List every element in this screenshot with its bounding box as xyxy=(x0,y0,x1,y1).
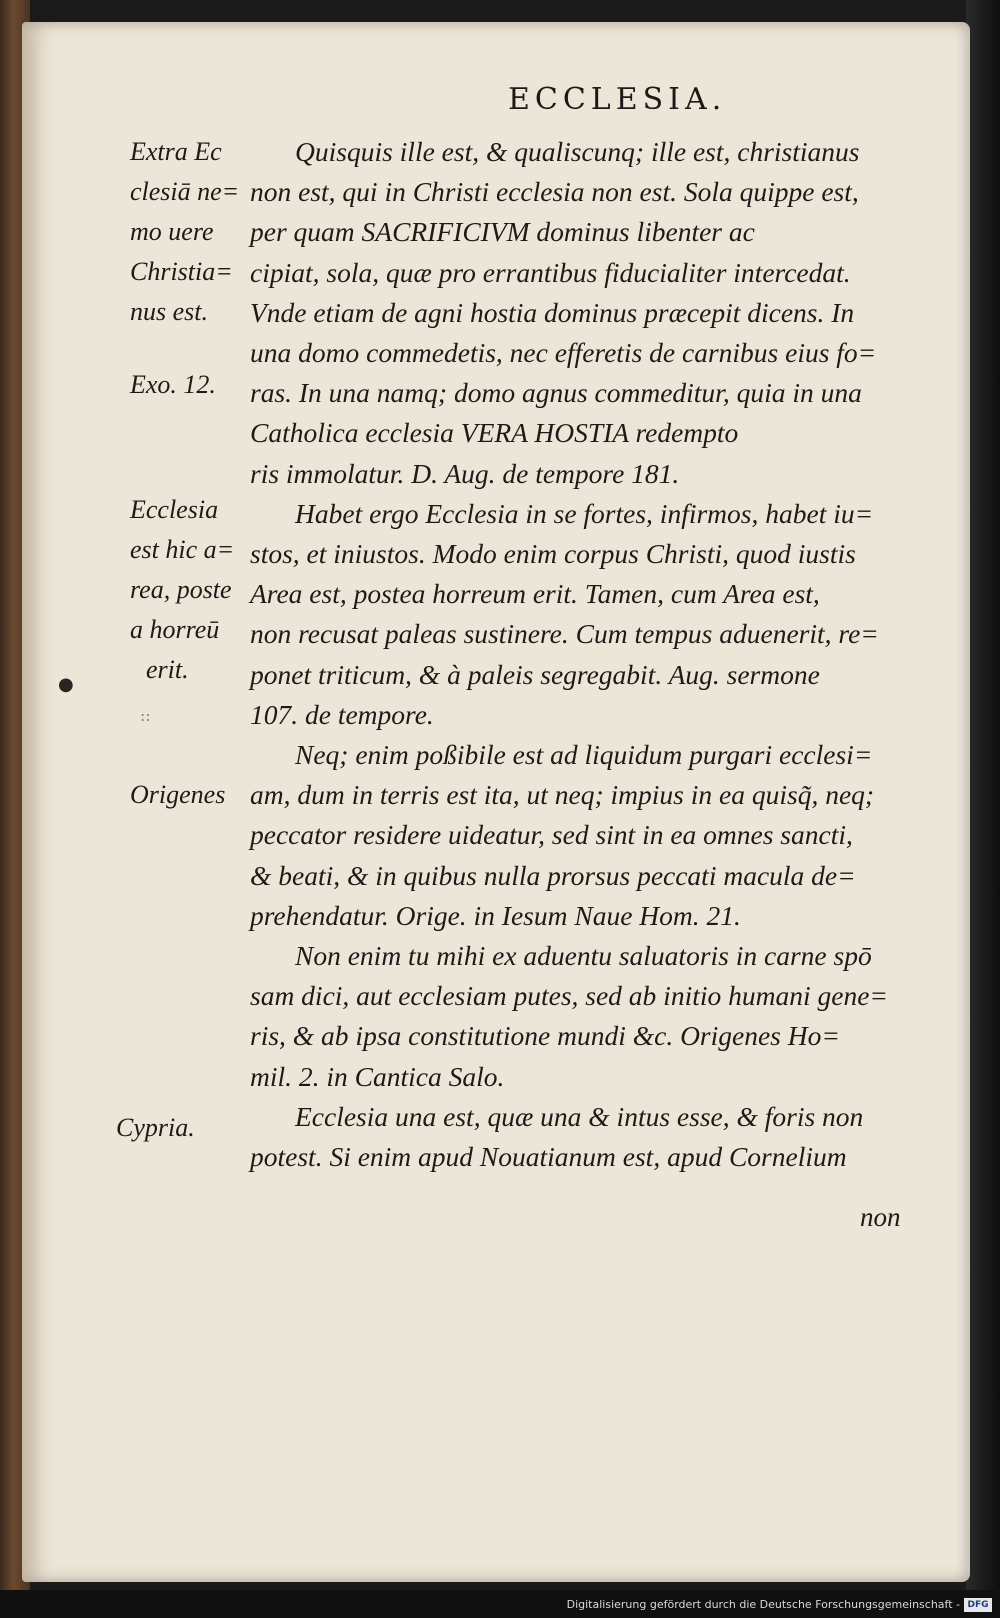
paragraph-1 xyxy=(250,132,930,494)
main-text xyxy=(250,132,930,1177)
margin-note-origenes xyxy=(130,775,248,815)
text-line: prehendatur. Orige. in Iesum Naue Hom. 21. xyxy=(250,899,741,931)
margin-note-line: erit. xyxy=(146,655,189,684)
margin-note-line: Ecclesia xyxy=(130,495,219,524)
text-line: ras. In una namq; domo agnus commeditur, quia in una xyxy=(250,377,862,409)
text-line: Ecclesia una est, quæ una & intus esse, & foris non xyxy=(295,1100,864,1132)
text-line: cipiat, sola, quæ pro errantibus fiducialiter intercedat. xyxy=(250,256,851,288)
text-line: ris, & ab ipsa constitutione mundi &c. Origenes Ho= xyxy=(250,1020,840,1052)
margin-note-line: Cypria. xyxy=(116,1113,195,1142)
text-line: ris immolatur. D. Aug. de tempore 181. xyxy=(250,457,680,489)
margin-note-line: Exo. 12. xyxy=(130,370,216,399)
text-line: Quisquis ille est, & qualiscunq; ille est, christianus xyxy=(295,136,860,167)
text-line: per quam SACRIFICIVM dominus libenter ac xyxy=(250,216,755,248)
text-line: Catholica ecclesia VERA HOSTIA redempto xyxy=(250,417,739,449)
margin-note-line: clesiā ne= xyxy=(130,177,240,206)
text-line: potest. Si enim apud Nouatianum est, apud Cornelium xyxy=(250,1141,847,1173)
margin-note-extra-ecclesiam xyxy=(130,132,248,332)
margin-note-cyprianus xyxy=(116,1108,234,1148)
text-line: 107. de tempore. xyxy=(250,698,434,730)
text-line: Vnde etiam de agni hostia dominus præcepit dicens. In xyxy=(250,296,855,328)
margin-note-line: nus est. xyxy=(130,297,208,326)
text-line: Neq; enim poßibile est ad liquidum purgari ecclesi= xyxy=(295,739,873,771)
text-line: peccator residere uideatur, sed sint in ea omnes sancti, xyxy=(250,819,853,851)
text-line: Habet ergo Ecclesia in se fortes, infirmos, habet iu= xyxy=(295,497,874,529)
text-line: stos, et iniustos. Modo enim corpus Christi, quod iustis xyxy=(250,538,856,570)
margin-note-line: Origenes xyxy=(130,780,226,809)
margin-note-exodus xyxy=(130,365,248,405)
margin-note-line: a horreū xyxy=(130,615,220,644)
text-line: una domo commedetis, nec efferetis de carnibus eius fo= xyxy=(250,337,877,369)
margin-note-line: Extra Ec xyxy=(130,137,222,166)
text-line: sam dici, aut ecclesiam putes, sed ab initio humani gene= xyxy=(250,980,888,1012)
text-line: Area est, postea horreum erit. Tamen, cum Area est, xyxy=(250,578,820,610)
paragraph-5 xyxy=(250,1097,930,1177)
margin-note-line: Christia= xyxy=(130,257,233,286)
margin-note-line: mo uere xyxy=(130,217,214,246)
paragraph-3 xyxy=(250,735,930,936)
catchword: non xyxy=(860,1202,901,1232)
text-line: Non enim tu mihi ex aduentu saluatoris in carne spō xyxy=(295,940,872,972)
text-line: non recusat paleas sustinere. Cum tempus aduenerit, re= xyxy=(250,618,879,650)
margin-note-line: rea, poste xyxy=(130,575,232,604)
footer-credit: Digitalisierung gefördert durch die Deutsche Forschungsgemeinschaft - xyxy=(566,1598,960,1611)
text-line: mil. 2. in Cantica Salo. xyxy=(250,1060,505,1092)
text-line: & beati, & in quibus nulla prorsus peccati macula de= xyxy=(250,859,856,891)
book-edge xyxy=(966,0,1000,1590)
text-line: am, dum in terris est ita, ut neq; impius in ea quisq̃, neq; xyxy=(250,779,875,811)
paragraph-4 xyxy=(250,936,930,1097)
ink-mark: :: xyxy=(140,706,151,725)
text-line: ponet triticum, & à paleis segregabit. Aug. sermone xyxy=(250,658,820,690)
dfg-logo-icon: DFG xyxy=(964,1598,992,1612)
ink-mark: ● xyxy=(58,674,74,695)
running-head: ECCLESIA. xyxy=(508,82,727,117)
text-line: non est, qui in Christi ecclesia non est. Sola quippe est, xyxy=(250,176,859,208)
margin-note-line: est hic a= xyxy=(130,535,235,564)
margin-note-ecclesia-area xyxy=(130,490,248,690)
paragraph-2 xyxy=(250,494,930,735)
